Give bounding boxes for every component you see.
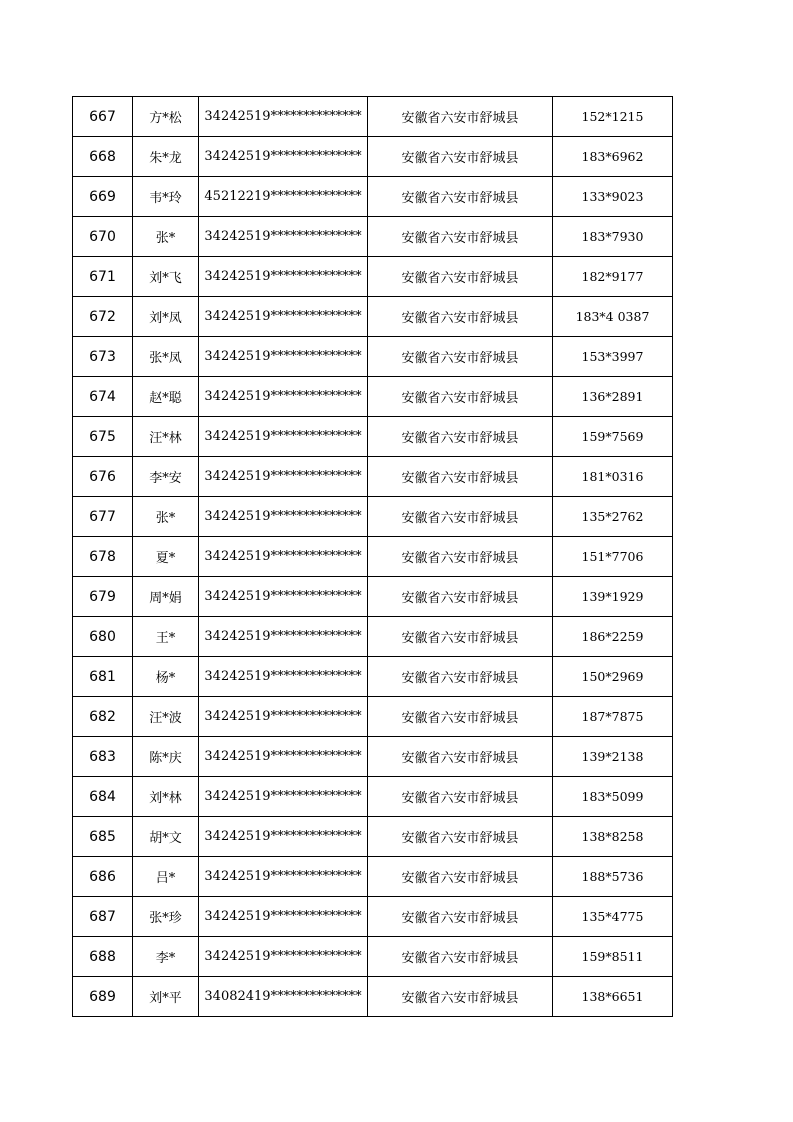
row-number-cell: 685 [73, 817, 133, 857]
id-number-cell: 34242519************** [199, 777, 368, 817]
row-number-cell: 674 [73, 377, 133, 417]
row-number-cell: 673 [73, 337, 133, 377]
phone-cell: 159*8511 [553, 937, 673, 977]
table-row [73, 617, 673, 657]
table-row [73, 777, 673, 817]
name-cell: 刘*平 [133, 977, 199, 1017]
address-cell: 安徽省六安市舒城县 [368, 177, 553, 217]
phone-cell: 183*5099 [553, 777, 673, 817]
phone-cell: 187*7875 [553, 697, 673, 737]
row-number-cell: 669 [73, 177, 133, 217]
id-number-cell: 34082419************** [199, 977, 368, 1017]
address-cell: 安徽省六安市舒城县 [368, 97, 553, 137]
id-number-cell: 34242519************** [199, 257, 368, 297]
table-row [73, 377, 673, 417]
row-number-cell: 688 [73, 937, 133, 977]
address-cell: 安徽省六安市舒城县 [368, 617, 553, 657]
row-number-cell: 679 [73, 577, 133, 617]
row-number-cell: 672 [73, 297, 133, 337]
name-cell: 王* [133, 617, 199, 657]
address-cell: 安徽省六安市舒城县 [368, 577, 553, 617]
address-cell: 安徽省六安市舒城县 [368, 537, 553, 577]
phone-cell: 186*2259 [553, 617, 673, 657]
table-row [73, 697, 673, 737]
table-row [73, 257, 673, 297]
name-cell: 张*凤 [133, 337, 199, 377]
name-cell: 刘*飞 [133, 257, 199, 297]
table-row [73, 497, 673, 537]
phone-cell: 188*5736 [553, 857, 673, 897]
phone-cell: 152*1215 [553, 97, 673, 137]
id-number-cell: 34242519************** [199, 417, 368, 457]
name-cell: 李* [133, 937, 199, 977]
row-number-cell: 681 [73, 657, 133, 697]
id-number-cell: 34242519************** [199, 737, 368, 777]
phone-cell: 183*4 0387 [553, 297, 673, 337]
id-number-cell: 34242519************** [199, 537, 368, 577]
name-cell: 吕* [133, 857, 199, 897]
address-cell: 安徽省六安市舒城县 [368, 497, 553, 537]
id-number-cell: 34242519************** [199, 617, 368, 657]
phone-cell: 153*3997 [553, 337, 673, 377]
row-number-cell: 680 [73, 617, 133, 657]
row-number-cell: 684 [73, 777, 133, 817]
phone-cell: 135*4775 [553, 897, 673, 937]
table-row [73, 737, 673, 777]
row-number-cell: 687 [73, 897, 133, 937]
name-cell: 陈*庆 [133, 737, 199, 777]
name-cell: 赵*聪 [133, 377, 199, 417]
phone-cell: 136*2891 [553, 377, 673, 417]
phone-cell: 139*2138 [553, 737, 673, 777]
name-cell: 方*松 [133, 97, 199, 137]
name-cell: 汪*林 [133, 417, 199, 457]
table-row [73, 297, 673, 337]
phone-cell: 181*0316 [553, 457, 673, 497]
id-number-cell: 34242519************** [199, 497, 368, 537]
row-number-cell: 676 [73, 457, 133, 497]
table-row [73, 177, 673, 217]
row-number-cell: 678 [73, 537, 133, 577]
row-number-cell: 670 [73, 217, 133, 257]
address-cell: 安徽省六安市舒城县 [368, 777, 553, 817]
table-row [73, 857, 673, 897]
table-row [73, 97, 673, 137]
table-row [73, 217, 673, 257]
id-number-cell: 34242519************** [199, 937, 368, 977]
phone-cell: 150*2969 [553, 657, 673, 697]
address-cell: 安徽省六安市舒城县 [368, 137, 553, 177]
row-number-cell: 689 [73, 977, 133, 1017]
address-cell: 安徽省六安市舒城县 [368, 817, 553, 857]
row-number-cell: 668 [73, 137, 133, 177]
id-number-cell: 34242519************** [199, 297, 368, 337]
phone-cell: 183*6962 [553, 137, 673, 177]
table-row [73, 577, 673, 617]
row-number-cell: 686 [73, 857, 133, 897]
name-cell: 张*珍 [133, 897, 199, 937]
phone-cell: 138*8258 [553, 817, 673, 857]
phone-cell: 138*6651 [553, 977, 673, 1017]
id-number-cell: 34242519************** [199, 97, 368, 137]
roster-table [72, 96, 673, 1017]
address-cell: 安徽省六安市舒城县 [368, 897, 553, 937]
id-number-cell: 34242519************** [199, 697, 368, 737]
table-row [73, 937, 673, 977]
row-number-cell: 671 [73, 257, 133, 297]
name-cell: 张* [133, 497, 199, 537]
id-number-cell: 45212219************** [199, 177, 368, 217]
name-cell: 刘*凤 [133, 297, 199, 337]
table-row [73, 337, 673, 377]
row-number-cell: 667 [73, 97, 133, 137]
id-number-cell: 34242519************** [199, 817, 368, 857]
table-row [73, 977, 673, 1017]
address-cell: 安徽省六安市舒城县 [368, 337, 553, 377]
row-number-cell: 682 [73, 697, 133, 737]
table-row [73, 457, 673, 497]
id-number-cell: 34242519************** [199, 857, 368, 897]
id-number-cell: 34242519************** [199, 577, 368, 617]
name-cell: 李*安 [133, 457, 199, 497]
name-cell: 刘*林 [133, 777, 199, 817]
id-number-cell: 34242519************** [199, 897, 368, 937]
id-number-cell: 34242519************** [199, 657, 368, 697]
phone-cell: 135*2762 [553, 497, 673, 537]
address-cell: 安徽省六安市舒城县 [368, 417, 553, 457]
address-cell: 安徽省六安市舒城县 [368, 217, 553, 257]
address-cell: 安徽省六安市舒城县 [368, 297, 553, 337]
roster-table-body [73, 97, 673, 1017]
name-cell: 夏* [133, 537, 199, 577]
address-cell: 安徽省六安市舒城县 [368, 697, 553, 737]
row-number-cell: 683 [73, 737, 133, 777]
id-number-cell: 34242519************** [199, 137, 368, 177]
name-cell: 汪*波 [133, 697, 199, 737]
table-row [73, 817, 673, 857]
table-row [73, 897, 673, 937]
phone-cell: 133*9023 [553, 177, 673, 217]
address-cell: 安徽省六安市舒城县 [368, 377, 553, 417]
phone-cell: 159*7569 [553, 417, 673, 457]
phone-cell: 183*7930 [553, 217, 673, 257]
name-cell: 张* [133, 217, 199, 257]
phone-cell: 151*7706 [553, 537, 673, 577]
name-cell: 胡*文 [133, 817, 199, 857]
address-cell: 安徽省六安市舒城县 [368, 977, 553, 1017]
id-number-cell: 34242519************** [199, 217, 368, 257]
id-number-cell: 34242519************** [199, 377, 368, 417]
address-cell: 安徽省六安市舒城县 [368, 737, 553, 777]
name-cell: 朱*龙 [133, 137, 199, 177]
id-number-cell: 34242519************** [199, 457, 368, 497]
phone-cell: 139*1929 [553, 577, 673, 617]
address-cell: 安徽省六安市舒城县 [368, 457, 553, 497]
row-number-cell: 675 [73, 417, 133, 457]
table-row [73, 137, 673, 177]
address-cell: 安徽省六安市舒城县 [368, 857, 553, 897]
name-cell: 韦*玲 [133, 177, 199, 217]
id-number-cell: 34242519************** [199, 337, 368, 377]
phone-cell: 182*9177 [553, 257, 673, 297]
table-row [73, 417, 673, 457]
name-cell: 周*娟 [133, 577, 199, 617]
table-row [73, 657, 673, 697]
name-cell: 杨* [133, 657, 199, 697]
address-cell: 安徽省六安市舒城县 [368, 257, 553, 297]
address-cell: 安徽省六安市舒城县 [368, 657, 553, 697]
row-number-cell: 677 [73, 497, 133, 537]
address-cell: 安徽省六安市舒城县 [368, 937, 553, 977]
table-row [73, 537, 673, 577]
